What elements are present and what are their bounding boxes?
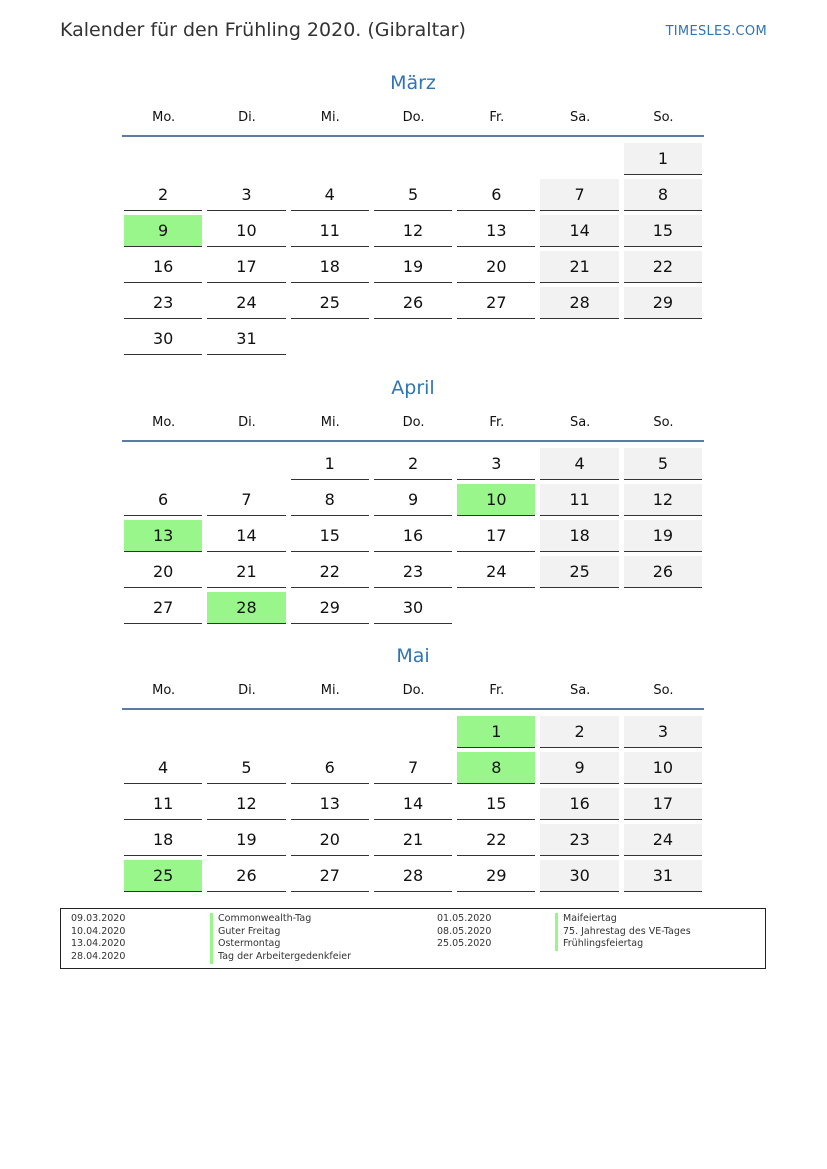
empty-cell-inner [207, 448, 285, 480]
weekday-label: Do. [402, 415, 425, 430]
day-cell[interactable] [372, 786, 455, 822]
weekday-label: Fr. [489, 415, 505, 430]
empty-cell [622, 321, 705, 357]
holiday-legend [60, 908, 766, 969]
day-cell[interactable] [289, 590, 372, 626]
day-number: 24 [457, 556, 535, 588]
empty-cell [289, 141, 372, 177]
day-number: 1 [457, 716, 535, 748]
weekday-label: Mi. [320, 415, 340, 430]
weekday-label: Di. [238, 683, 256, 698]
day-number: 14 [207, 520, 285, 552]
day-cell[interactable] [289, 177, 372, 213]
day-cell[interactable] [122, 518, 205, 554]
day-number: 28 [374, 860, 452, 892]
day-cell[interactable] [205, 213, 288, 249]
month-mai [122, 641, 704, 894]
day-cell[interactable] [372, 750, 455, 786]
day-number: 19 [624, 520, 702, 552]
weekday-label: Do. [402, 683, 425, 698]
day-cell[interactable] [455, 482, 538, 518]
day-cell[interactable] [538, 213, 621, 249]
empty-cell [122, 446, 205, 482]
day-number: 24 [624, 824, 702, 856]
day-number: 19 [207, 824, 285, 856]
day-number: 17 [457, 520, 535, 552]
day-cell[interactable] [538, 858, 621, 894]
empty-cell [122, 714, 205, 750]
day-cell[interactable] [455, 518, 538, 554]
day-cell[interactable] [538, 285, 621, 321]
day-cell[interactable] [289, 482, 372, 518]
day-number: 7 [207, 484, 285, 516]
empty-cell [122, 141, 205, 177]
empty-cell [372, 714, 455, 750]
day-cell[interactable] [289, 750, 372, 786]
day-number: 20 [291, 824, 369, 856]
empty-cell [289, 714, 372, 750]
empty-cell [205, 714, 288, 750]
day-number: 15 [291, 520, 369, 552]
legend-dates-right [437, 913, 491, 951]
day-cell[interactable] [289, 249, 372, 285]
day-cell[interactable] [538, 554, 621, 590]
day-number: 26 [207, 860, 285, 892]
page-title: Kalender für den Frühling 2020. (Gibraltar) [60, 19, 466, 41]
day-number: 20 [457, 251, 535, 283]
month-title: März [390, 72, 436, 94]
day-number: 22 [291, 556, 369, 588]
day-grid [122, 141, 704, 357]
day-number: 31 [624, 860, 702, 892]
day-cell[interactable] [538, 714, 621, 750]
day-cell[interactable] [122, 822, 205, 858]
weekday-header [122, 683, 704, 698]
day-number: 20 [124, 556, 202, 588]
day-number: 23 [374, 556, 452, 588]
day-number: 18 [540, 520, 618, 552]
legend-holiday-name: Maifeiertag [555, 913, 691, 926]
legend-holiday-name: Guter Freitag [210, 926, 351, 939]
month-april [122, 373, 704, 626]
empty-cell [289, 321, 372, 357]
weekday-label: Di. [238, 110, 256, 125]
day-number: 12 [624, 484, 702, 516]
day-cell[interactable] [122, 213, 205, 249]
day-cell[interactable] [122, 285, 205, 321]
day-cell[interactable] [205, 249, 288, 285]
day-number: 12 [374, 215, 452, 247]
day-cell[interactable] [455, 446, 538, 482]
day-cell[interactable] [622, 786, 705, 822]
day-number: 7 [540, 179, 618, 211]
month-title: April [391, 377, 435, 399]
day-number: 11 [540, 484, 618, 516]
day-number: 1 [624, 143, 702, 175]
day-number: 27 [457, 287, 535, 319]
day-number: 6 [457, 179, 535, 211]
day-cell[interactable] [538, 177, 621, 213]
day-cell[interactable] [455, 285, 538, 321]
day-number: 4 [291, 179, 369, 211]
day-cell[interactable] [455, 249, 538, 285]
weekday-label: Sa. [569, 683, 591, 698]
day-number: 17 [207, 251, 285, 283]
legend-date: 25.05.2020 [437, 938, 492, 950]
day-number: 17 [624, 788, 702, 820]
day-cell[interactable] [122, 482, 205, 518]
day-number: 29 [291, 592, 369, 624]
day-cell[interactable] [455, 177, 538, 213]
day-cell[interactable] [205, 285, 288, 321]
day-cell[interactable] [455, 858, 538, 894]
day-number: 6 [124, 484, 202, 516]
day-number: 1 [291, 448, 369, 480]
day-number: 10 [457, 484, 535, 516]
day-cell[interactable] [622, 858, 705, 894]
legend-holiday-name: Commonwealth-Tag [210, 913, 351, 926]
day-number: 2 [540, 716, 618, 748]
day-number: 27 [124, 592, 202, 624]
weekday-label: So. [653, 683, 674, 698]
day-cell[interactable] [622, 446, 705, 482]
day-number: 29 [457, 860, 535, 892]
day-cell[interactable] [622, 141, 705, 177]
day-number: 16 [124, 251, 202, 283]
day-number: 21 [374, 824, 452, 856]
day-number: 27 [291, 860, 369, 892]
day-number: 19 [374, 251, 452, 283]
day-cell[interactable] [372, 213, 455, 249]
day-cell[interactable] [289, 518, 372, 554]
day-number: 8 [457, 752, 535, 784]
day-number: 10 [624, 752, 702, 784]
weekday-label: Mo. [152, 110, 176, 125]
day-cell[interactable] [622, 822, 705, 858]
day-number: 5 [624, 448, 702, 480]
day-number: 30 [374, 592, 452, 624]
day-cell[interactable] [538, 518, 621, 554]
weekday-header [122, 110, 704, 125]
day-number: 21 [540, 251, 618, 283]
day-cell[interactable] [538, 446, 621, 482]
day-number: 9 [540, 752, 618, 784]
day-cell[interactable] [122, 249, 205, 285]
day-number: 3 [207, 179, 285, 211]
day-cell[interactable] [372, 554, 455, 590]
day-cell[interactable] [289, 858, 372, 894]
weekday-label: Mi. [320, 683, 340, 698]
day-number: 22 [457, 824, 535, 856]
day-cell[interactable] [372, 590, 455, 626]
header-rule [122, 440, 704, 442]
day-cell[interactable] [122, 786, 205, 822]
empty-cell-inner [207, 716, 285, 748]
empty-cell [538, 590, 621, 626]
day-number: 3 [457, 448, 535, 480]
day-cell[interactable] [205, 482, 288, 518]
empty-cell [622, 590, 705, 626]
weekday-label: Mo. [152, 415, 176, 430]
day-number: 10 [207, 215, 285, 247]
empty-cell [538, 141, 621, 177]
day-cell[interactable] [622, 285, 705, 321]
legend-date: 13.04.2020 [71, 938, 126, 950]
day-number: 28 [540, 287, 618, 319]
empty-cell-inner [624, 323, 702, 355]
weekday-label: So. [653, 415, 674, 430]
legend-holiday-name: Tag der Arbeitergedenkfeier [210, 951, 351, 964]
empty-cell-inner [207, 143, 285, 175]
day-number: 21 [207, 556, 285, 588]
day-cell[interactable] [622, 482, 705, 518]
day-cell[interactable] [289, 554, 372, 590]
header-rule [122, 135, 704, 137]
day-number: 14 [540, 215, 618, 247]
empty-cell-inner [457, 143, 535, 175]
day-number: 7 [374, 752, 452, 784]
day-cell[interactable] [622, 213, 705, 249]
day-number: 26 [624, 556, 702, 588]
day-number: 4 [124, 752, 202, 784]
day-cell[interactable] [289, 213, 372, 249]
day-number: 8 [291, 484, 369, 516]
day-number: 18 [291, 251, 369, 283]
legend-names-left [210, 913, 351, 964]
day-cell[interactable] [289, 285, 372, 321]
empty-cell-inner [124, 448, 202, 480]
empty-cell-inner [291, 716, 369, 748]
empty-cell-inner [124, 716, 202, 748]
day-number: 18 [124, 824, 202, 856]
day-number: 25 [124, 860, 202, 892]
day-cell[interactable] [205, 822, 288, 858]
empty-cell-inner [124, 143, 202, 175]
day-number: 26 [374, 287, 452, 319]
day-number: 25 [291, 287, 369, 319]
legend-dates-left [71, 913, 125, 964]
empty-cell-inner [374, 323, 452, 355]
weekday-label: Mi. [320, 110, 340, 125]
day-grid [122, 714, 704, 894]
weekday-label: So. [653, 110, 674, 125]
legend-date: 08.05.2020 [437, 925, 492, 937]
empty-cell-inner [540, 323, 618, 355]
day-cell[interactable] [538, 786, 621, 822]
empty-cell-inner [457, 323, 535, 355]
day-number: 8 [624, 179, 702, 211]
empty-cell [455, 321, 538, 357]
day-cell[interactable] [205, 177, 288, 213]
weekday-label: Fr. [489, 683, 505, 698]
day-cell[interactable] [205, 750, 288, 786]
empty-cell-inner [374, 143, 452, 175]
day-cell[interactable] [205, 518, 288, 554]
day-cell[interactable] [205, 858, 288, 894]
day-cell[interactable] [289, 446, 372, 482]
day-number: 9 [374, 484, 452, 516]
day-cell[interactable] [455, 554, 538, 590]
day-number: 31 [207, 323, 285, 355]
legend-date: 09.03.2020 [71, 913, 126, 924]
weekday-label: Sa. [569, 415, 591, 430]
weekday-header [122, 415, 704, 430]
day-cell[interactable] [205, 590, 288, 626]
day-cell[interactable] [538, 750, 621, 786]
day-cell[interactable] [122, 590, 205, 626]
day-number: 2 [374, 448, 452, 480]
empty-cell [205, 141, 288, 177]
day-cell[interactable] [455, 822, 538, 858]
legend-holiday-name: Ostermontag [210, 938, 351, 951]
weekday-label: Fr. [489, 110, 505, 125]
legend-names-right [555, 913, 691, 951]
weekday-label: Di. [238, 415, 256, 430]
day-cell[interactable] [622, 554, 705, 590]
day-cell[interactable] [372, 822, 455, 858]
day-cell[interactable] [122, 321, 205, 357]
day-cell[interactable] [289, 822, 372, 858]
day-number: 22 [624, 251, 702, 283]
legend-date: 10.04.2020 [71, 925, 126, 937]
day-cell[interactable] [122, 177, 205, 213]
day-cell[interactable] [372, 482, 455, 518]
day-number: 11 [291, 215, 369, 247]
day-number: 23 [124, 287, 202, 319]
day-cell[interactable] [372, 858, 455, 894]
month-title: Mai [396, 645, 430, 667]
day-cell[interactable] [372, 177, 455, 213]
day-cell[interactable] [538, 249, 621, 285]
brand-link[interactable]: TIMESLES.COM [665, 24, 767, 39]
day-number: 4 [540, 448, 618, 480]
day-cell[interactable] [205, 554, 288, 590]
weekday-label: Do. [402, 110, 425, 125]
day-grid [122, 446, 704, 626]
day-number: 13 [124, 520, 202, 552]
day-number: 25 [540, 556, 618, 588]
day-cell[interactable] [455, 786, 538, 822]
empty-cell [538, 321, 621, 357]
empty-cell-inner [540, 143, 618, 175]
day-cell[interactable] [205, 321, 288, 357]
day-cell[interactable] [122, 554, 205, 590]
empty-cell-inner [291, 143, 369, 175]
day-number: 16 [540, 788, 618, 820]
legend-holiday-name: 75. Jahrestag des VE-Tages [555, 926, 691, 939]
day-cell[interactable] [372, 518, 455, 554]
day-number: 15 [457, 788, 535, 820]
day-number: 13 [291, 788, 369, 820]
day-cell[interactable] [622, 750, 705, 786]
day-cell[interactable] [289, 786, 372, 822]
day-number: 30 [540, 860, 618, 892]
legend-holiday-name: Frühlingsfeiertag [555, 938, 691, 951]
empty-cell [372, 141, 455, 177]
empty-cell-inner [291, 323, 369, 355]
day-number: 6 [291, 752, 369, 784]
empty-cell [455, 141, 538, 177]
day-cell[interactable] [122, 858, 205, 894]
day-cell[interactable] [372, 446, 455, 482]
day-cell[interactable] [622, 177, 705, 213]
legend-date: 28.04.2020 [71, 951, 126, 963]
day-number: 30 [124, 323, 202, 355]
empty-cell-inner [624, 592, 702, 624]
day-number: 12 [207, 788, 285, 820]
day-number: 5 [374, 179, 452, 211]
month-maerz [122, 68, 704, 357]
day-number: 9 [124, 215, 202, 247]
legend-date: 01.05.2020 [437, 913, 492, 924]
day-cell[interactable] [622, 518, 705, 554]
day-cell[interactable] [538, 822, 621, 858]
day-number: 29 [624, 287, 702, 319]
day-number: 23 [540, 824, 618, 856]
day-number: 3 [624, 716, 702, 748]
day-number: 2 [124, 179, 202, 211]
day-cell[interactable] [372, 249, 455, 285]
day-number: 28 [207, 592, 285, 624]
day-number: 24 [207, 287, 285, 319]
day-number: 5 [207, 752, 285, 784]
day-number: 14 [374, 788, 452, 820]
day-cell[interactable] [622, 249, 705, 285]
day-cell[interactable] [455, 750, 538, 786]
day-number: 15 [624, 215, 702, 247]
empty-cell [455, 590, 538, 626]
day-cell[interactable] [622, 714, 705, 750]
day-number: 13 [457, 215, 535, 247]
day-number: 11 [124, 788, 202, 820]
empty-cell [205, 446, 288, 482]
empty-cell-inner [457, 592, 535, 624]
header-rule [122, 708, 704, 710]
empty-cell [372, 321, 455, 357]
empty-cell-inner [374, 716, 452, 748]
weekday-label: Sa. [569, 110, 591, 125]
day-cell[interactable] [122, 750, 205, 786]
day-cell[interactable] [372, 285, 455, 321]
weekday-label: Mo. [152, 683, 176, 698]
day-cell[interactable] [455, 714, 538, 750]
day-cell[interactable] [455, 213, 538, 249]
empty-cell-inner [540, 592, 618, 624]
day-cell[interactable] [538, 482, 621, 518]
day-number: 16 [374, 520, 452, 552]
day-cell[interactable] [205, 786, 288, 822]
